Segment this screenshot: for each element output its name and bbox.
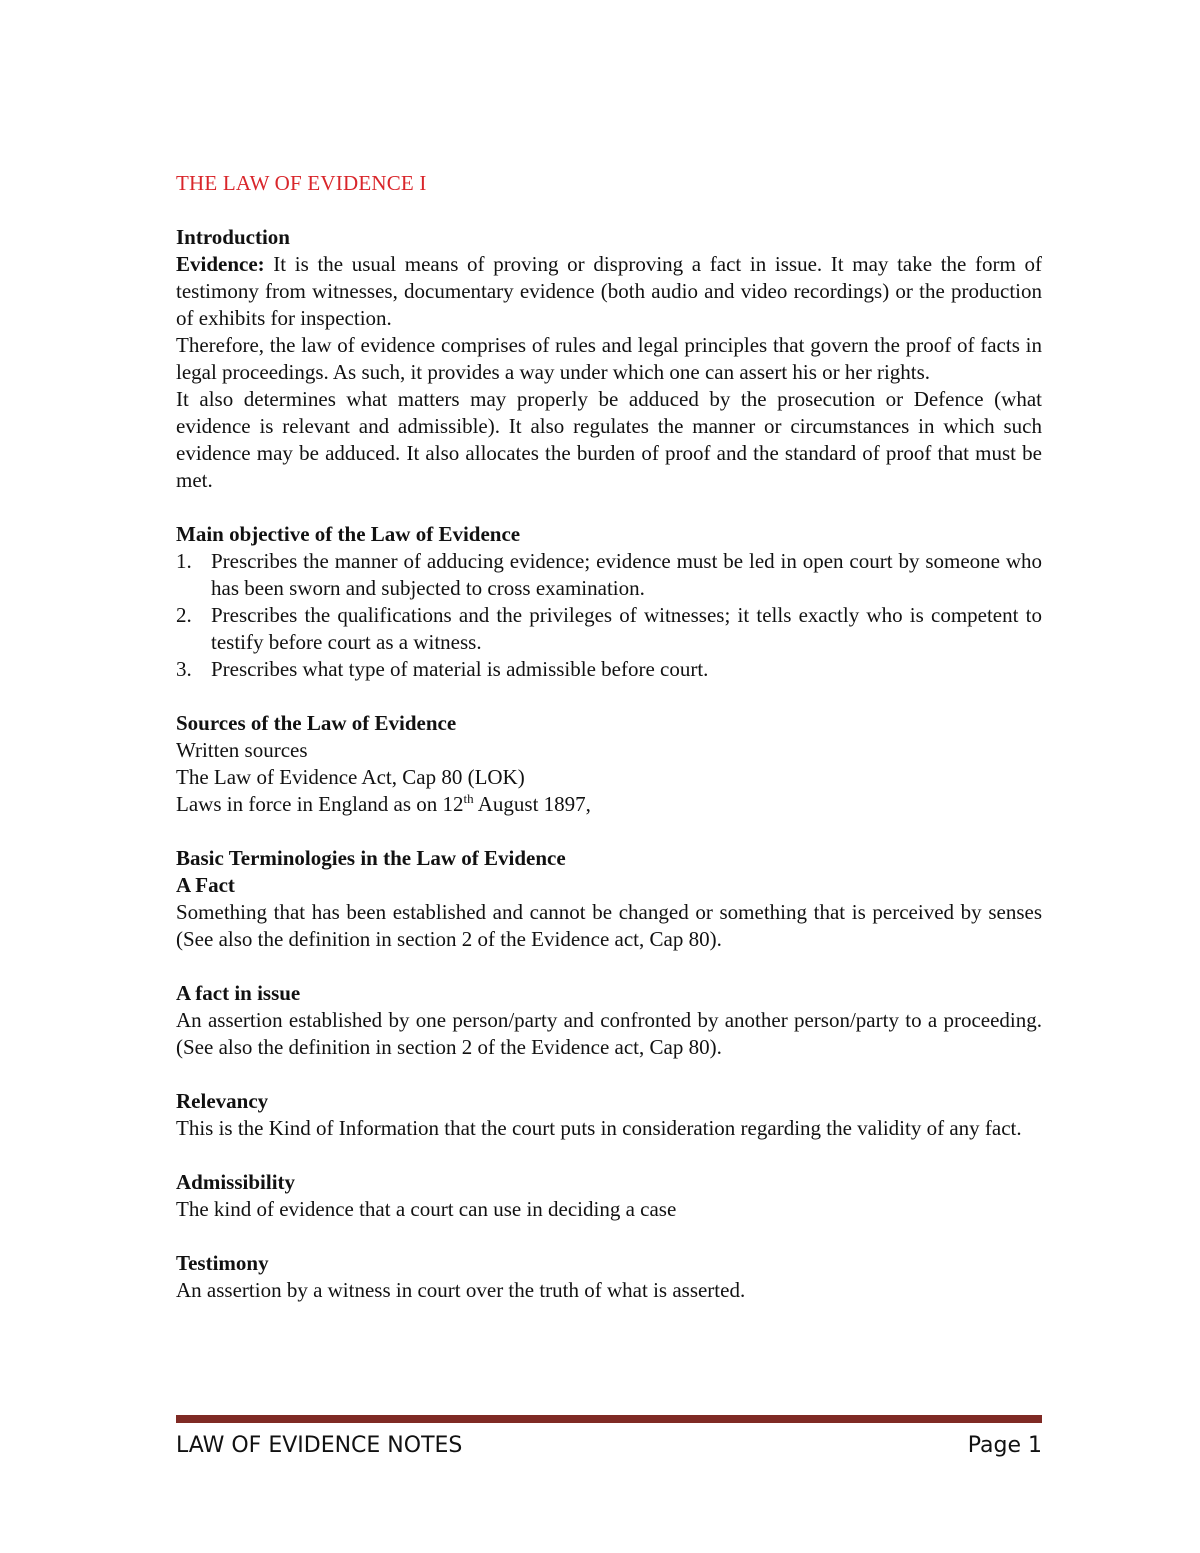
testimony-definition: An assertion by a witness in court over the truth of what is asserted.	[176, 1278, 746, 1302]
admissibility-definition: The kind of evidence that a court can use in deciding a case	[176, 1197, 677, 1221]
list-number: 3.	[176, 657, 192, 681]
list-item-text: Prescribes the qualifications and the privileges of witnesses; it tells exactly who is competent to testify before court as a witness.	[211, 603, 1042, 654]
relevancy-heading: Relevancy	[176, 1089, 269, 1113]
sources-line-3-text: Laws in force in England as on 12	[176, 792, 464, 816]
list-item	[176, 656, 1042, 683]
evidence-text: It is the usual means of proving or disproving a fact in issue. It may take the form of testimony from witnesses, documentary evidence (both audio and video recordings) or the production of exhibits for inspection.	[176, 252, 1042, 330]
list-number: 2.	[176, 603, 192, 627]
footer-title: LAW OF EVIDENCE NOTES	[176, 1433, 463, 1458]
list-item	[176, 602, 1042, 656]
footer-rule	[176, 1415, 1042, 1423]
intro-paragraph-2: Therefore, the law of evidence comprises of rules and legal principles that govern the proof of facts in legal proceedings. As such, it provides a way under which one can assert his or her rights.	[176, 333, 1042, 384]
sources-heading: Sources of the Law of Evidence	[176, 711, 457, 735]
fact-in-issue-heading: A fact in issue	[176, 981, 301, 1005]
sources-line-3-tail: August 1897,	[473, 792, 591, 816]
list-item-text: Prescribes what type of material is admissible before court.	[211, 657, 709, 681]
intro-paragraph-3: It also determines what matters may properly be adduced by the prosecution or Defence (what evidence is relevant and admissible). It also regulates the manner or circumstances in which such evidence may be adduced. It also allocates the burden of proof and the standard of proof that must be met.	[176, 387, 1042, 492]
page-footer	[176, 1415, 1042, 1458]
page-number: Page 1	[967, 1433, 1042, 1458]
fact-heading: A Fact	[176, 873, 235, 897]
list-item-text: Prescribes the manner of adducing evidence; evidence must be led in open court by someone who has been sworn and subjected to cross examination.	[211, 549, 1042, 600]
objectives-list	[176, 548, 1042, 683]
fact-definition: Something that has been established and cannot be changed or something that is perceived by senses (See also the definition in section 2 of the Evidence act, Cap 80).	[176, 900, 1042, 951]
admissibility-heading: Admissibility	[176, 1170, 296, 1194]
list-number: 1.	[176, 549, 192, 573]
fact-in-issue-definition: An assertion established by one person/party and confronted by another person/party to a proceeding. (See also the definition in section 2 of the Evidence act, Cap 80).	[176, 1008, 1042, 1059]
relevancy-definition: This is the Kind of Information that the court puts in consideration regarding the validity of any fact.	[176, 1116, 1022, 1140]
intro-heading: Introduction	[176, 225, 290, 249]
footer-row	[176, 1433, 1042, 1458]
list-item	[176, 548, 1042, 602]
spacer	[176, 1061, 1042, 1088]
spacer	[176, 1223, 1042, 1250]
spacer	[176, 818, 1042, 845]
sources-line-1: Written sources	[176, 738, 308, 762]
spacer	[176, 1142, 1042, 1169]
objectives-heading: Main objective of the Law of Evidence	[176, 522, 521, 546]
spacer	[176, 953, 1042, 980]
sources-line-3	[176, 791, 1042, 818]
evidence-label: Evidence:	[176, 252, 265, 276]
ordinal-suffix: th	[463, 791, 474, 806]
terminology-heading: Basic Terminologies in the Law of Evidence	[176, 846, 566, 870]
testimony-heading: Testimony	[176, 1251, 269, 1275]
sources-line-2: The Law of Evidence Act, Cap 80 (LOK)	[176, 765, 525, 789]
document-body	[176, 168, 1042, 1304]
spacer	[176, 494, 1042, 521]
evidence-paragraph	[176, 251, 1042, 332]
spacer	[176, 683, 1042, 710]
document-title: THE LAW OF EVIDENCE I	[176, 171, 427, 195]
